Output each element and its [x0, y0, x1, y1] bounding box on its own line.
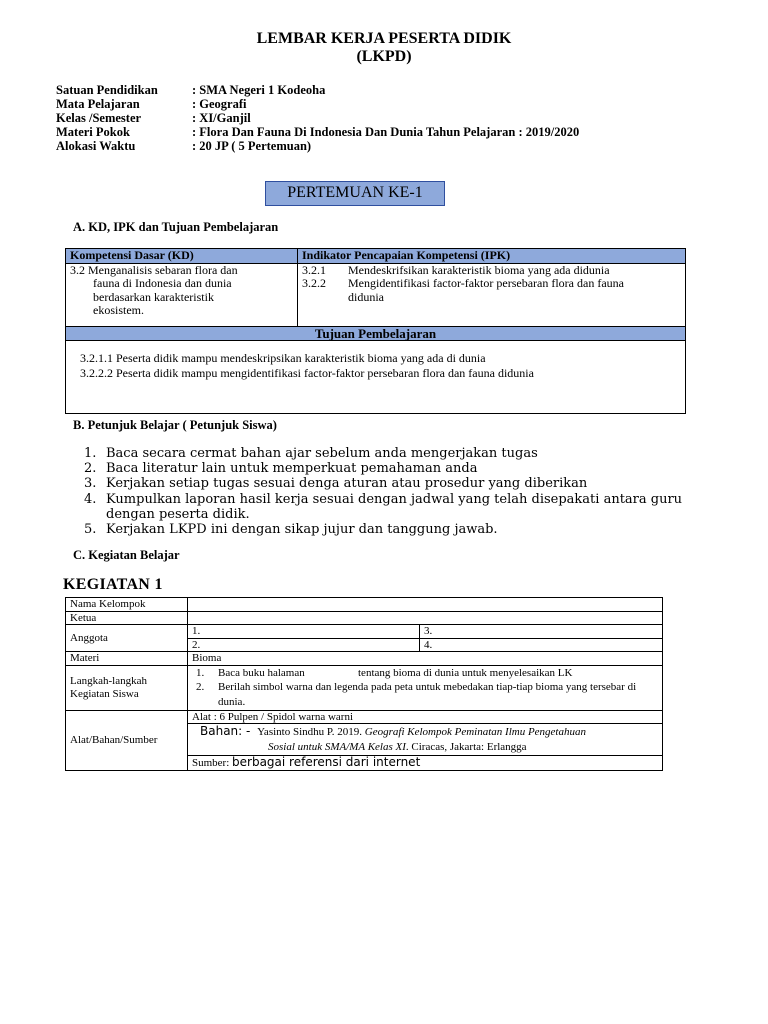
ketua-label: Ketua	[66, 611, 188, 625]
langkah-text: Baca buku halaman	[218, 666, 305, 679]
section-c-heading: C. Kegiatan Belajar	[73, 548, 180, 562]
tujuan-item: 3.2.1.1 Peserta didik mampu mendeskripsikan karakteristik bioma yang ada di dunia	[80, 351, 486, 365]
langkah-label	[66, 665, 188, 710]
meta-block	[56, 83, 579, 153]
materi-value: Bioma	[188, 652, 663, 666]
langkah-number: 2.	[196, 680, 205, 693]
ipk-item	[302, 264, 681, 278]
langkah-number: 1.	[196, 666, 205, 679]
meta-value: : SMA Negeri 1 Kodeoha	[192, 83, 326, 97]
meta-label: Mata Pelajaran	[56, 97, 140, 111]
meta-row	[56, 83, 579, 97]
materi-label: Materi	[66, 652, 188, 666]
meta-value: : Geografi	[192, 97, 247, 111]
kegiatan-title: KEGIATAN 1	[63, 576, 163, 593]
tujuan-item: 3.2.2.2 Peserta didik mampu mengidentifikasi factor-faktor persebaran flora dan fauna didunia	[80, 366, 534, 380]
tujuan-header: Tujuan Pembelajaran	[66, 326, 686, 341]
bahan-title: Sosial untuk SMA/MA Kelas XI	[268, 741, 406, 753]
ketua-field[interactable]	[188, 611, 663, 625]
langkah-label-line: Kegiatan Siswa	[70, 687, 139, 700]
list-number: 4.	[84, 491, 97, 507]
list-item	[84, 476, 684, 491]
ipk-number: 3.2.1	[302, 262, 326, 277]
langkah-label-line: Langkah-langkah	[70, 675, 147, 687]
langkah-item	[192, 680, 658, 710]
pertemuan-heading: PERTEMUAN KE-1	[265, 181, 445, 206]
ipk-item	[302, 277, 681, 291]
meta-row	[56, 111, 579, 125]
sumber-text: berbagai referensi dari internet	[232, 755, 421, 769]
kd-text: 3.2 Menganalisis sebaran flora dan	[70, 262, 238, 277]
list-text: Baca secara cermat bahan ajar sebelum anda mengerjakan tugas	[106, 446, 538, 461]
anggota-field-1[interactable]: 1.	[188, 625, 420, 639]
document-subtitle: (LKPD)	[356, 48, 412, 65]
anggota-field-3[interactable]: 3.	[420, 625, 663, 639]
meta-label: Alokasi Waktu	[56, 139, 136, 153]
ipk-text-cont: didunia	[348, 289, 384, 304]
ipk-text: Mengidentifikasi factor-faktor persebaran flora dan fauna	[348, 276, 624, 290]
list-number: 3.	[84, 476, 97, 492]
list-item	[84, 461, 684, 476]
nama-kelompok-field[interactable]	[188, 598, 663, 612]
langkah-text: Berilah simbol warna dan legenda pada peta untuk mebedakan tiap-tiap bioma yang tersebar di dunia.	[218, 680, 637, 708]
meta-label: Satuan Pendidikan	[56, 83, 158, 97]
meta-row	[56, 139, 579, 153]
meta-value: : Flora Dan Fauna Di Indonesia Dan Dunia Tahun Pelajaran : 2019/2020	[192, 125, 580, 139]
ipk-header: Indikator Pencapaian Kompetensi (IPK)	[298, 249, 686, 264]
list-item	[84, 522, 684, 537]
tujuan-cell	[66, 341, 686, 414]
meta-label: Kelas /Semester	[56, 111, 142, 125]
ipk-text: Mendeskrifsikan karakteristik bioma yang ada didunia	[348, 262, 610, 277]
ipk-number: 3.2.2	[302, 276, 326, 290]
bahan-publisher: . Ciracas, Jakarta: Erlangga	[405, 741, 527, 753]
petunjuk-list	[84, 446, 684, 537]
langkah-item	[192, 666, 658, 680]
kd-ipk-table	[65, 248, 686, 414]
document-title: LEMBAR KERJA PESERTA DIDIK	[256, 30, 512, 47]
list-item	[84, 492, 684, 522]
list-text: Baca literatur lain untuk memperkuat pemahaman anda	[106, 461, 478, 477]
bahan-title: Geografi Kelompok Peminatan Ilmu Pengetahuan	[364, 726, 586, 738]
kegiatan-table	[65, 597, 663, 771]
anggota-field-2[interactable]: 2.	[188, 638, 420, 652]
sumber-value	[188, 756, 663, 771]
bahan-prefix: Bahan: -	[200, 724, 251, 738]
kd-text: ekosistem.	[93, 303, 144, 317]
list-number: 2.	[84, 461, 97, 477]
list-number: 1.	[84, 446, 97, 461]
bahan-value	[188, 724, 663, 756]
alat-value: Alat : 6 Pulpen / Spidol warna warni	[188, 710, 663, 724]
alat-label: Alat/Bahan/Sumber	[66, 710, 188, 770]
meta-label: Materi Pokok	[56, 125, 130, 139]
kd-text: berdasarkan karakteristik	[93, 289, 214, 304]
list-item	[84, 446, 684, 461]
kd-cell	[66, 263, 298, 326]
anggota-field-4[interactable]: 4.	[420, 638, 663, 652]
ipk-cell	[298, 263, 686, 326]
list-number: 5.	[84, 522, 97, 538]
meta-row	[56, 97, 579, 111]
langkah-text: tentang bioma di dunia untuk menyelesaikan LK	[358, 666, 573, 679]
sumber-prefix: Sumber:	[192, 757, 230, 769]
section-a-heading: A. KD, IPK dan Tujuan Pembelajaran	[73, 220, 279, 234]
nama-kelompok-label: Nama Kelompok	[66, 598, 188, 612]
kd-text: fauna di Indonesia dan dunia	[93, 276, 232, 290]
meta-row	[56, 125, 579, 139]
meta-value: : 20 JP ( 5 Pertemuan)	[192, 139, 312, 153]
langkah-cell	[188, 665, 663, 710]
bahan-author: Yasinto Sindhu P. 2019.	[257, 726, 363, 738]
meta-value: : XI/Ganjil	[192, 111, 251, 125]
list-text: Kerjakan setiap tugas sesuai denga aturan atau prosedur yang diberikan	[106, 476, 588, 492]
kd-header: Kompetensi Dasar (KD)	[66, 249, 298, 264]
section-b-heading: B. Petunjuk Belajar ( Petunjuk Siswa)	[73, 418, 277, 432]
anggota-label: Anggota	[66, 625, 188, 652]
list-text: Kerjakan LKPD ini dengan sikap jujur dan tanggung jawab.	[106, 522, 498, 538]
list-text: Kumpulkan laporan hasil kerja sesuai dengan jadwal yang telah disepakati antara guru dengan peserta didik.	[106, 491, 683, 522]
